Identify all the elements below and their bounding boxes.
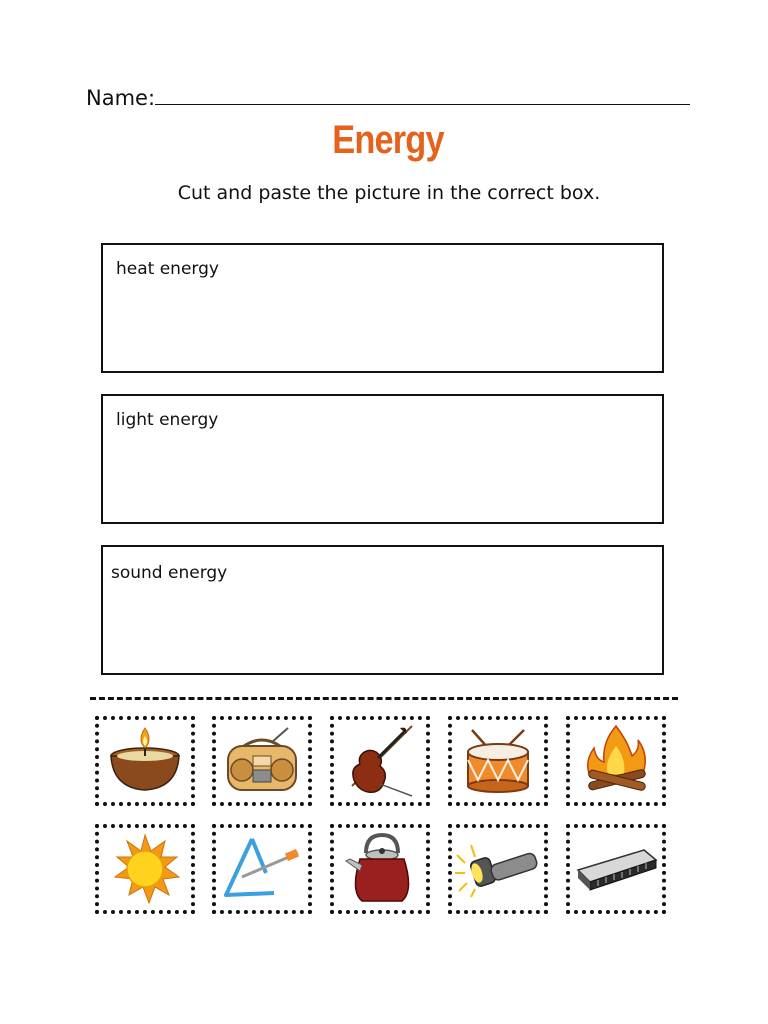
campfire-icon (576, 722, 656, 800)
card-candle (95, 716, 195, 806)
harmonica-icon (574, 844, 658, 894)
instructions: Cut and paste the picture in the correct box. (177, 182, 601, 204)
card-campfire (566, 716, 666, 806)
card-flashlight (448, 824, 548, 914)
heat-energy-box (101, 243, 664, 373)
box-label: light energy (116, 410, 219, 430)
card-radio (212, 716, 312, 806)
flashlight-icon (455, 839, 541, 899)
kettle-icon (340, 831, 420, 907)
card-triangle (212, 824, 312, 914)
page-title: Energy (332, 118, 444, 162)
card-kettle (330, 824, 430, 914)
cut-line (90, 697, 678, 700)
card-sun (95, 824, 195, 914)
sound-energy-box (101, 545, 664, 675)
sun-icon (109, 833, 181, 905)
drum-icon (458, 726, 538, 796)
triangle-instrument-icon (222, 833, 302, 905)
radio-icon (222, 726, 302, 796)
candle-icon (105, 726, 185, 796)
box-label: heat energy (116, 259, 219, 279)
violin-icon (340, 724, 420, 799)
card-harmonica (566, 824, 666, 914)
box-label: sound energy (111, 563, 228, 583)
card-violin (330, 716, 430, 806)
card-drum (448, 716, 548, 806)
name-label: Name: (86, 86, 156, 110)
light-energy-box (101, 394, 664, 524)
name-line (155, 104, 690, 105)
